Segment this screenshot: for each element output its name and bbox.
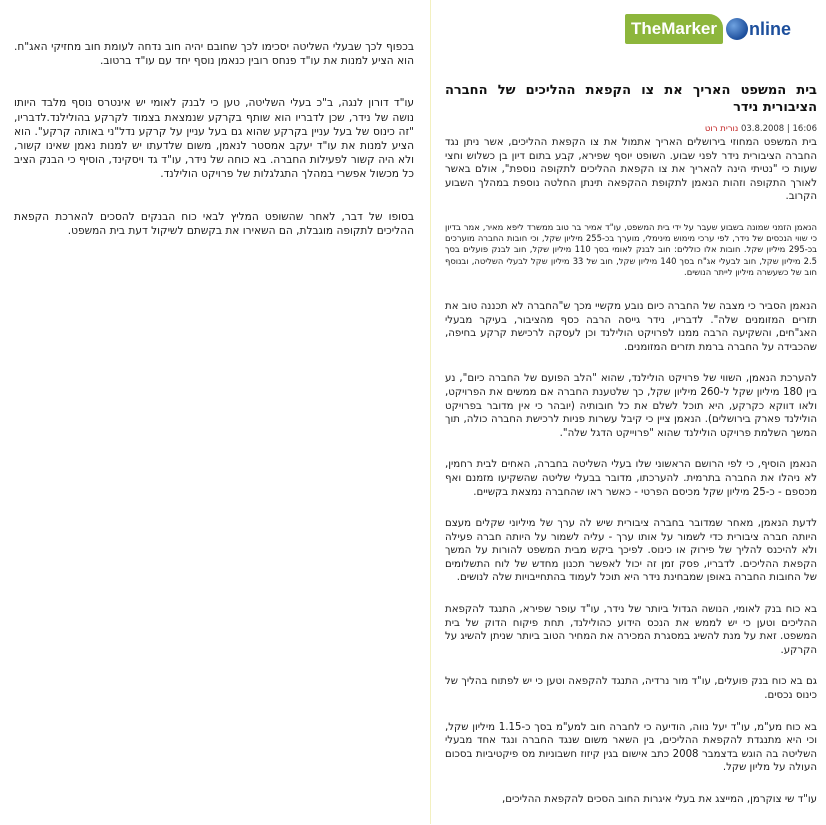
article-time: 16:06 <box>792 124 817 134</box>
paragraph: בסופו של דבר, לאחר שהשופט המליץ לבאי כוח הבנקים להסכים להארכת הקפאת ההליכים לתקופה מוגבלת, הם השאירו את בקשתם לשיקול דעת בית המשפט. <box>14 210 414 237</box>
article-date: 03.8.2008 <box>740 124 785 134</box>
paragraph: הנאמן הוסיף, כי לפי הרושם הראשוני שלו בעלי השליטה בחברה, האחים לבית רחמין, לא ניהלו את החברה בתרמית. להערכתו, מדובר בבעלי שליטה שהשקיעו מזמנם ואף מכספם - כ-25 מיליון שקל מכיסם הפרטי - כאשר ראו שהחברה נמצאת בקשיים. <box>445 459 817 498</box>
paragraph: להערכת הנאמן, השווי של פרויקט הולילנד, שהוא "הלב הפועם של החברה כיום", נע בין 180 מיליון שקל ל-260 מיליון שקל, כך שלטענת החברה אם ממשים את הפרויקט, ולאו דווקא כקרקע, היא תוכל לשלם את כל חובותיה (יובהר כי אין מדובר בפרויקט הולילנד פארק בירושלים). הנאמן ציין כי קיבל עשרות פניות לרכישת החברה כולה, תוך המשך השלמת פרויקט הולילנד שהוא "פרוייקט הדגל שלה". <box>445 373 818 439</box>
paragraph: בא כוח בנק לאומי, הנושה הגדול ביותר של נידר, עו"ד עופר שפירא, התנגד להקפאת ההליכים וטען כי יש לממש את הנכס הידוע כהולילנד, תחת פיקוח הדוק של בית המשפט. זאת על מנת להשיג במסגרת המכירה את המחיר הטוב ביותר שניתן להשיג על הקרקע. <box>445 604 817 656</box>
paragraph: בית המשפט המחוזי בירושלים האריך אתמול את צו הקפאת ההליכים, אשר ניתן נגד החברה הציבורית נידר לפני שבוע. השופט יוסף שפירא, קבע בתום דיון בן כשלוש וחצי שעות כי "נטיתי הינה להאריך את צו הקפאת ההליכים לתקופה נוספת", אולם באשר לאורך התקופה וזהות הנאמן לתקופת ההקפאה תינתן החלטה נוספת במהלך השבוע הקרוב. <box>445 137 817 203</box>
logo-brand: TheMarker <box>625 14 723 44</box>
article-right-column <box>445 10 817 825</box>
paragraph: גם בא כוח בנק פועלים, עו"ד מור נרדיה, התנגד להקפאה וטען כי יש לפתוח בהליך של כינוס נכסים. <box>445 676 817 702</box>
themarker-online-logo <box>625 14 817 44</box>
logo-suffix: nline <box>748 18 791 39</box>
paragraph: לדעת הנאמן, מאחר שמדובר בחברה ציבורית שיש לה ערך של מיליוני שקלים מעצם היותה חברה ציבורית כדי לשמור על אותו ערך - עליה לשמור על היותה חברה פעילה ולא להיכנס להליך של פירוק או כינוס. לפיכך ביקש מבית המשפט להורות על המשך הקפאת ההליכים. לדבריו, פסק זמן זה יכול לאפשר תכנון מחדש של לוח התשלומים של החובות החברה באופן שמבחינת נידר היא תוכל לעמוד בהתחייבויות שלה לנושים. <box>445 518 817 584</box>
paragraph: בא כוח מע"מ, עו"ד יעל נווה, הודיעה כי לחברה חוב למע"מ בסך כ-1.15 מיליון שקל, וכי היא מתנגדת להקפאת ההליכים, בין השאר משום שנגד החברה ונגד אחד מבעלי השליטה בה הוגש בדצמבר 2008 כתב אישום בגין קיזוז חשבוניות מס פיקטיביות בסכום העולה על מליון שקל. <box>445 721 817 774</box>
paragraph: עו"ד שי צוקרמן, המייצג את בעלי איגרות החוב הסכים להקפאת ההליכים, <box>502 794 817 806</box>
paragraph: עו"ד דורון לנגה, ב"כ בעלי השליטה, טען כי לבנק לאומי יש אינטרס נוסף מלבד היותו נושה של נידר, שכן לדבריו הוא שותף בקרקע שנמצאת בצמוד לקרקע בהולילנד.לדבריו, "זה כינוס של בעל עניין בקרקע שהוא גם בעל עניין על קרקע נדל"ני באותה קרקע". הוא הציע למנות את עו"ד יעקב אמסטר לנאמן, משום שלדעתו יש למנות נאמן שאינו קשור, ולא היה קשור לפעילות החברה. בא כוחה של נידר, עו"ד גד ויסקינד, הוסיף כי הבנק הציב כל מכשול אפשרי במהלך התגלגלות של פרויקט הולילנד. <box>14 97 414 181</box>
globe-icon <box>726 18 748 40</box>
paragraph: הנאמן הסביר כי מצבה של החברה כיום נובע מקשיי מכך ש"החברה לא תכננה טוב את תזרים המזומנים שלה". לדבריו, נידר גייסה הרבה כסף מהציבור, בעיקר מבעלי האג"חים, והשקיעה הרבה ממנו לפרויקט הולילנד וכן לעסקה לרכישת קרקע בחיפה, שהכבידה על החברה ברמת תזרים המזומנים. <box>445 300 817 353</box>
article-author[interactable]: נורית רוט <box>704 124 739 134</box>
column-divider <box>430 0 431 824</box>
article-meta: 16:06 | 03.8.2008 נורית רוט <box>704 124 817 134</box>
article-left-column <box>14 40 414 266</box>
article-headline: בית המשפט האריך את צו הקפאת ההליכים של החברה הציבורית נידר <box>445 83 817 115</box>
paragraph: הנאמן הזמני שמונה בשבוע שעבר על ידי בית המשפט, עו"ד אמיר בר טוב ממשרד ליפא מאיר, אמר בדיון כי שווי הנכסים של נידר, לפי ערכי מימוש מינימלי, מוערך בכ-255 מיליון שקל, וכי חובות החברה מוערכים בכ-295 מיליון שקל. חובות אלו כוללים: חוב לבנק לאומי בסך 110 מיליון שקל, חוב לבנק פועלים בסך 2.5 מיליון שקל, חוב לבעלי אג"ח בסך 140 מיליון שקל, חוב של 33 מיליון שקל לבעלי השליטה, ובנוסף חוב של כשעשרה מיליון לייתר הנושים. <box>445 221 817 277</box>
paragraph: בכפוף לכך שבעלי השליטה יסכימו לכך שחובם יהיה חוב נדחה לעומת חוב מחזיקי האג"ח. הוא הציע למנות את עו"ד פנחס רובין כנאמן נוסף יחד עם עו"ד ברטוב. <box>14 41 414 68</box>
